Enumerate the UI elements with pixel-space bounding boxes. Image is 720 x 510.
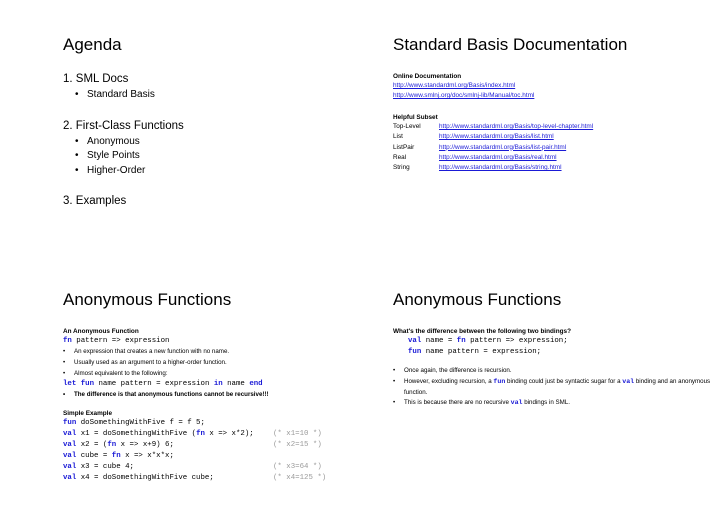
agenda-section-2: 2. First-Class Functions — [63, 119, 184, 132]
keyword: fun — [408, 348, 422, 356]
code-text: doSomethingWithFive f = f 5; — [76, 419, 205, 428]
code-comment: (* x2=15 *) — [273, 441, 322, 450]
subset-link[interactable]: http://www.standardml.org/Basis/top-level-chapter.html — [439, 123, 594, 130]
equivalent-code — [63, 379, 393, 390]
code-text: name pattern = expression; — [421, 348, 542, 356]
subset-heading: Helpful Subset — [393, 114, 438, 121]
keyword: val — [408, 337, 422, 345]
subset-row — [393, 122, 720, 132]
slide-anonymous-functions-1 — [63, 289, 393, 484]
subset-link[interactable]: http://www.standardml.org/Basis/real.html — [439, 153, 557, 161]
keyword: fn — [196, 430, 205, 439]
bullet-item: • Usually used as an argument to a higher-order function. — [63, 358, 393, 369]
code-comment: (* x1=10 *) — [273, 430, 322, 439]
subset-link[interactable]: http://www.standardml.org/Basis/list-pair.html — [439, 143, 567, 151]
code-text: name = — [421, 337, 457, 345]
slide-anonymous-functions-2 — [393, 289, 720, 409]
code-line — [63, 418, 393, 429]
keyword: val — [622, 377, 635, 385]
slide-title: Anonymous Functions — [393, 290, 562, 309]
subset-row — [393, 132, 720, 142]
keyword: val — [63, 474, 77, 483]
agenda-item: • Anonymous — [75, 135, 393, 150]
keyword: fun — [63, 419, 77, 428]
text: This is because there are no recursive — [404, 399, 511, 407]
subset-row — [393, 143, 720, 153]
code-text: pattern => expression — [71, 337, 170, 345]
slide-title: Anonymous Functions — [63, 290, 232, 309]
code-text: x1 = doSomethingWithFive ( — [76, 430, 197, 439]
code-comment: (* x4=125 *) — [273, 474, 327, 483]
binding-val — [393, 336, 720, 347]
subset-name: String — [393, 164, 410, 172]
keyword: fn — [111, 452, 121, 461]
code-text: x => x*x*x; — [120, 452, 174, 461]
example-heading: Simple Example — [63, 410, 113, 418]
keyword: fn — [63, 337, 72, 345]
code-text: x => x*2); — [204, 430, 254, 439]
code-text: x3 = cube 4; — [76, 463, 134, 472]
code-line — [63, 462, 393, 473]
binding-fun — [393, 347, 720, 358]
question-heading: What's the difference between the following two bindings? — [393, 328, 571, 335]
subset-name: Real — [393, 153, 407, 161]
agenda-section-1: 1. SML Docs — [63, 73, 129, 85]
subset-name: List — [393, 133, 403, 141]
doc-link[interactable]: http://www.smlnj.org/doc/smlnj-lib/Manual/toc.html — [393, 92, 535, 99]
keyword: val — [63, 430, 77, 439]
text: binding could just be syntactic sugar for a — [505, 377, 623, 385]
code-text: cube = — [76, 452, 112, 461]
bullet-item: • An expression that creates a new function with no name. — [63, 347, 393, 358]
code-text: name pattern = expression — [94, 380, 214, 389]
keyword: end — [249, 380, 263, 389]
agenda-item: • Standard Basis — [75, 88, 393, 103]
bullet-list — [393, 366, 720, 409]
code-line — [63, 429, 393, 440]
code-text: x2 = ( — [76, 441, 108, 450]
bullet-item — [393, 377, 720, 399]
slide-title: Agenda — [63, 35, 122, 54]
keyword: val — [63, 463, 77, 472]
bullet-list — [63, 347, 393, 379]
keyword: fun — [80, 380, 95, 389]
keyword: fn — [456, 337, 466, 345]
online-doc-heading: Online Documentation — [393, 73, 462, 80]
code-comment: (* x3=64 *) — [273, 463, 322, 472]
subset-link[interactable]: http://www.standardml.org/Basis/list.html — [439, 133, 554, 141]
agenda-subitems-2 — [63, 135, 393, 179]
agenda-item: • Higher-Order — [75, 164, 393, 179]
agenda-item: • Style Points — [75, 149, 393, 164]
keyword: in — [213, 380, 223, 389]
code-line — [63, 440, 393, 451]
code-line — [63, 451, 393, 462]
subset-link[interactable]: http://www.standardml.org/Basis/string.html — [439, 164, 562, 172]
subset-name: ListPair — [393, 143, 415, 151]
agenda-subitems-1 — [63, 88, 393, 103]
fn-syntax — [63, 336, 393, 347]
section-heading: An Anonymous Function — [63, 328, 139, 335]
agenda-section-3: 3. Examples — [63, 195, 127, 207]
doc-link[interactable]: http://www.standardml.org/Basis/index.html — [393, 82, 516, 89]
code-text: pattern => expression; — [465, 337, 568, 345]
slide-standard-basis — [393, 34, 720, 173]
slide-title: Standard Basis Documentation — [393, 35, 628, 54]
code-text: x => x+9) 6; — [116, 441, 174, 450]
text: bindings in SML. — [522, 399, 570, 407]
keyword: fn — [107, 441, 117, 450]
keyword: val — [63, 441, 77, 450]
bullet-item — [393, 398, 720, 409]
code-line — [63, 473, 393, 484]
slide-agenda — [63, 34, 393, 208]
code-text: name — [222, 380, 250, 389]
subset-name: Top-Level — [393, 123, 421, 130]
keyword: val — [510, 399, 523, 407]
code-text: x4 = doSomethingWithFive cube; — [76, 474, 214, 483]
bullet-item-bold: • The difference is that anonymous functions cannot be recursive!!! — [63, 390, 393, 401]
text: binding and an anonymous function. — [404, 377, 711, 396]
keyword: let — [63, 380, 77, 389]
subset-row — [393, 163, 720, 173]
bullet-list — [63, 390, 393, 401]
bullet-item: • Almost equivalent to the following: — [63, 369, 393, 380]
keyword: val — [63, 452, 77, 461]
text: However, excluding recursion, a — [404, 377, 494, 385]
bullet-item: • Once again, the difference is recursion. — [393, 366, 720, 377]
subset-row — [393, 153, 720, 163]
keyword: fun — [493, 377, 506, 385]
